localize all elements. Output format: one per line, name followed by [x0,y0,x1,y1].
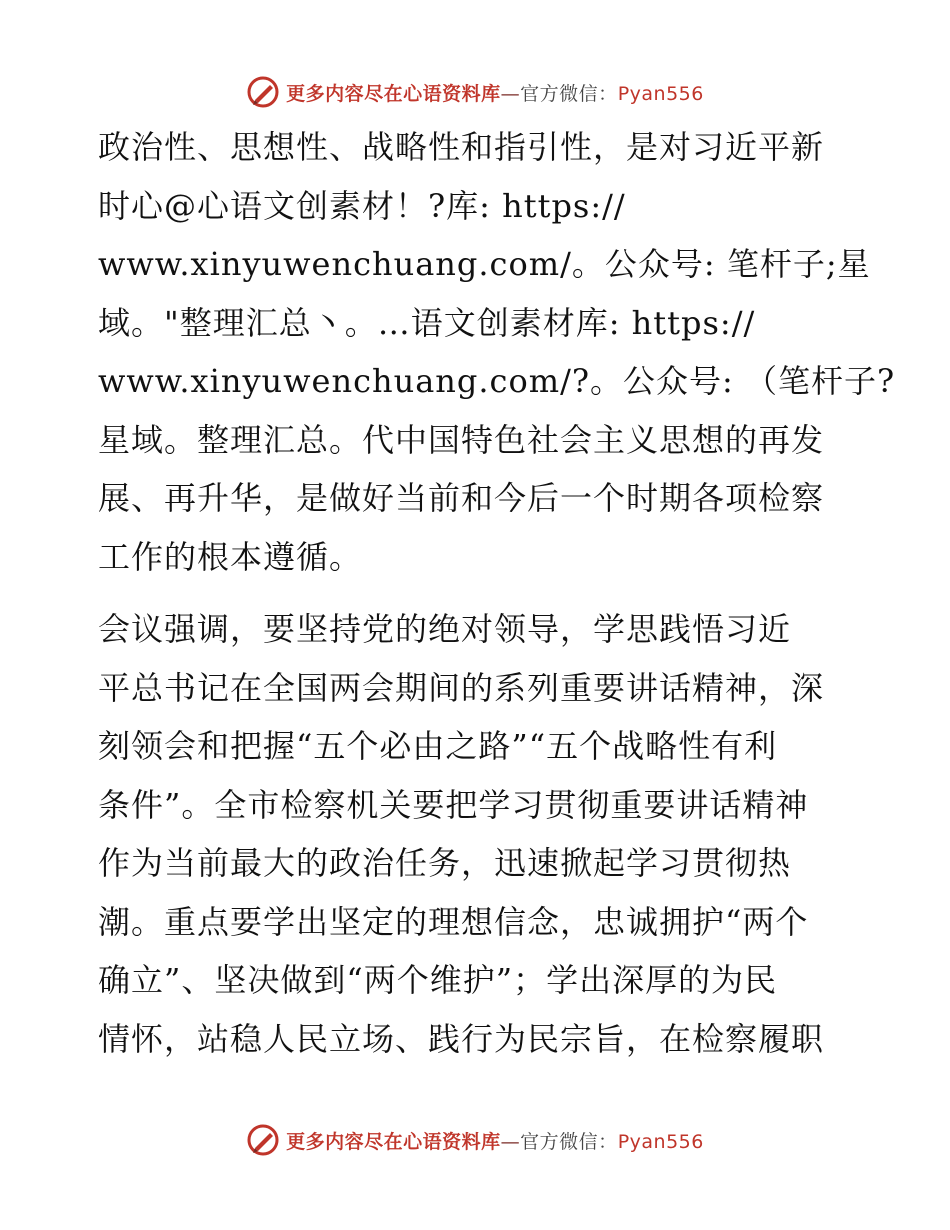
text-line: 展、再升华，是做好当前和今后一个时期各项检察 [98,479,825,517]
banner-handle: Pyan556 [617,82,704,105]
document-body [98,118,896,1068]
text-line: 平总书记在全国两会期间的系列重要讲话精神，深 [98,668,825,707]
paragraph [98,118,896,586]
text-line: www.xinyuwenchuang.com/?。公众号: （笔杆子? [98,362,896,400]
text-line: www.xinyuwenchuang.com/。公众号: 笔杆子;星 [98,245,871,283]
paragraph-gap [98,586,858,600]
text-line: 作为当前最大的政治任务，迅速掀起学习贯彻热 [98,844,792,882]
banner-text [286,79,704,106]
text-line: 潮。重点要学出坚定的理想信念，忠诚拥护“两个 [98,902,809,941]
banner-official-label: 官方微信： [520,1130,618,1153]
header-banner [0,72,950,112]
banner-official-label: 官方微信： [520,82,618,105]
banner-main-text: 更多内容尽在心语资料库 [286,1130,501,1153]
banner-handle: Pyan556 [617,1130,704,1153]
banner-text [286,1127,704,1154]
text-line: 政治性、思想性、战略性和指引性，是对习近平新 [98,128,825,166]
text-line: 条件”。全市检察机关要把学习贯彻重要讲话精神 [98,785,809,824]
text-line: 会议强调，要坚持党的绝对领导，学思践悟习近 [98,610,792,648]
banner-main-text: 更多内容尽在心语资料库 [286,82,501,105]
banner-separator: — [500,82,521,105]
pen-logo-icon [246,1123,280,1157]
text-line: 工作的根本遵循。 [98,537,363,576]
pen-logo-icon [246,75,280,109]
text-line: 刻领会和把握“五个必由之路”“五个战略性有利 [98,727,778,765]
footer-banner [0,1120,950,1160]
text-line: 星域。整理汇总。代中国特色社会主义思想的再发 [98,420,825,459]
text-line: 确立”、坚决做到“两个维护”；学出深厚的为民 [98,961,778,999]
paragraph [98,600,858,1068]
banner-separator: — [500,1130,521,1153]
text-line: 域。"整理汇总丶。…语文创素材库: https:// [98,303,756,342]
text-line: 时心@心语文创素材！?库: https:// [98,186,626,225]
text-line: 情怀，站稳人民立场、践行为民宗旨，在检察履职 [98,1019,825,1058]
